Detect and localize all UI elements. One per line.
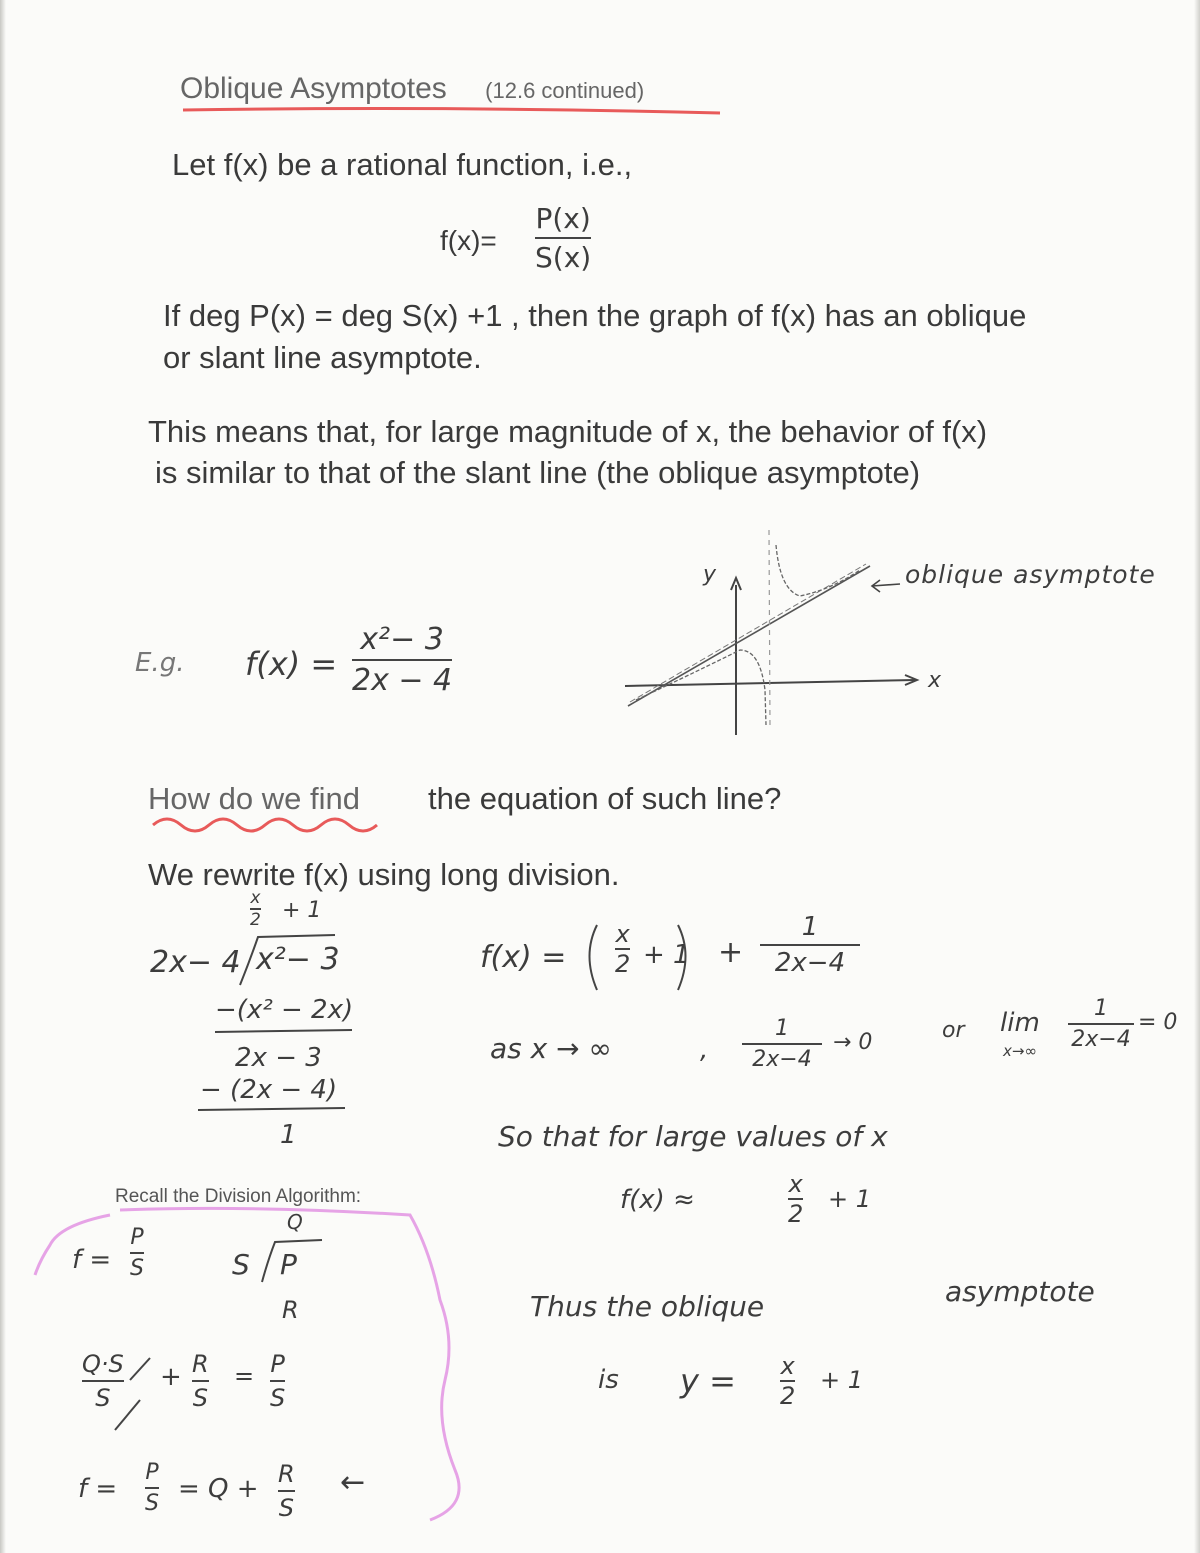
limit-as: as x → ∞ [490,1032,612,1065]
graph-y-label: y [703,562,717,587]
rewrite-lhs: f(x) = [480,940,567,975]
method-line: We rewrite f(x) using long division. [148,857,620,892]
title-main: Oblique Asymptotes [180,72,447,105]
limit-comma: , [700,1035,709,1065]
example-num: x²− 3 [360,622,444,657]
title-underline [183,109,720,113]
limit-equals: = 0 [1138,1010,1178,1035]
recall-final-r: R S [278,1460,295,1522]
limit-arrow: → 0 [833,1030,873,1055]
ld-remainder: 1 [280,1120,297,1150]
example-fraction [352,622,452,698]
recall-final-p: P S [145,1460,159,1516]
conclusion-approx-tail: + 1 [828,1185,872,1213]
recall-box-r: R [282,1296,299,1324]
question-part2: the equation of such line? [428,781,782,816]
recall-final-arrow: ← [340,1465,366,1500]
ld-step1: −(x² − 2x) [215,995,354,1025]
recall-id-eq: = [234,1362,255,1390]
limit-lim-sub: x→∞ [1003,1042,1037,1060]
conclusion-line1: So that for large values of x [498,1120,888,1153]
statement-line1: If deg P(x) = deg S(x) +1 , then the graph of f(x) has an oblique [163,298,1027,333]
meaning-line2: is similar to that of the slant line (the oblique asymptote) [155,455,921,490]
page-title [180,72,644,106]
graph-annotation: oblique asymptote [905,560,1156,589]
limit-lim: lim [1000,1008,1040,1038]
intro-lhs: f(x)= [440,225,497,256]
recall-box-q: Q [287,1210,303,1234]
graph-x-label: x [928,668,942,693]
conclusion-approx-lhs: f(x) ≈ [620,1185,695,1215]
example-den: 2x − 4 [352,663,453,698]
recall-id-part1: Q·S S [82,1350,124,1412]
recall-f-lhs: f = [72,1245,112,1275]
conclusion-is: is [598,1365,619,1395]
ld-divisor: 2x− 4 [150,945,241,980]
conclusion-thus-1: Thus the oblique [530,1290,765,1323]
recall-id-r: R S [192,1350,209,1412]
limit-frac: 1 2x−4 [742,1016,822,1072]
ld-step3: − (2x − 4) [200,1075,338,1105]
graph-vertical-asymptote [769,530,770,728]
question-wavy-underline [153,819,377,831]
rewrite-plus: + [718,935,744,970]
conclusion-eq-frac: x 2 [780,1352,796,1410]
recall-f-frac: P S [130,1225,144,1281]
title-note: (12.6 continued) [485,78,645,103]
graph-upper-branch [776,545,860,596]
intro-den: S(x) [535,241,592,274]
intro-num: P(x) [535,202,591,235]
ld-quotient-tail: + 1 [282,898,322,923]
recall-final-eq: = Q + [178,1474,259,1504]
statement-line2: or slant line asymptote. [163,340,482,375]
question-part1: How do we find [148,781,360,816]
rewrite-q-frac: x 2 [615,920,631,978]
meaning-line1: This means that, for large magnitude of x, the behavior of f(x) [148,414,988,449]
recall-final-lhs: f = [78,1474,118,1504]
recall-id-plus: + [160,1362,182,1392]
ld-quotient-frac: x 2 [250,888,261,930]
conclusion-thus-2: asymptote [945,1275,1095,1308]
graph-asymptote-line [628,566,870,706]
recall-header: Recall the Division Algorithm: [115,1186,362,1207]
recall-box-p: P [280,1248,297,1281]
conclusion-eq-tail: + 1 [820,1366,864,1394]
rewrite-r-frac: 1 2x−4 [760,912,860,978]
example-label: E.g. [135,648,185,678]
limit-lim-frac: 1 2x−4 [1068,996,1134,1052]
intro-line: Let f(x) be a rational function, i.e., [172,147,633,182]
ld-dividend: x²− 3 [256,942,340,977]
recall-id-p: P S [270,1350,286,1412]
intro-fraction [535,202,591,274]
limit-or: or [942,1018,965,1043]
conclusion-approx-frac: x 2 [788,1170,804,1228]
rewrite-q-tail: + 1 [643,940,690,970]
conclusion-eq-lhs: y = [680,1362,736,1400]
recall-box-s: S [232,1248,250,1281]
example-lhs: f(x) = [245,645,338,683]
ld-step2: 2x − 3 [235,1043,322,1073]
